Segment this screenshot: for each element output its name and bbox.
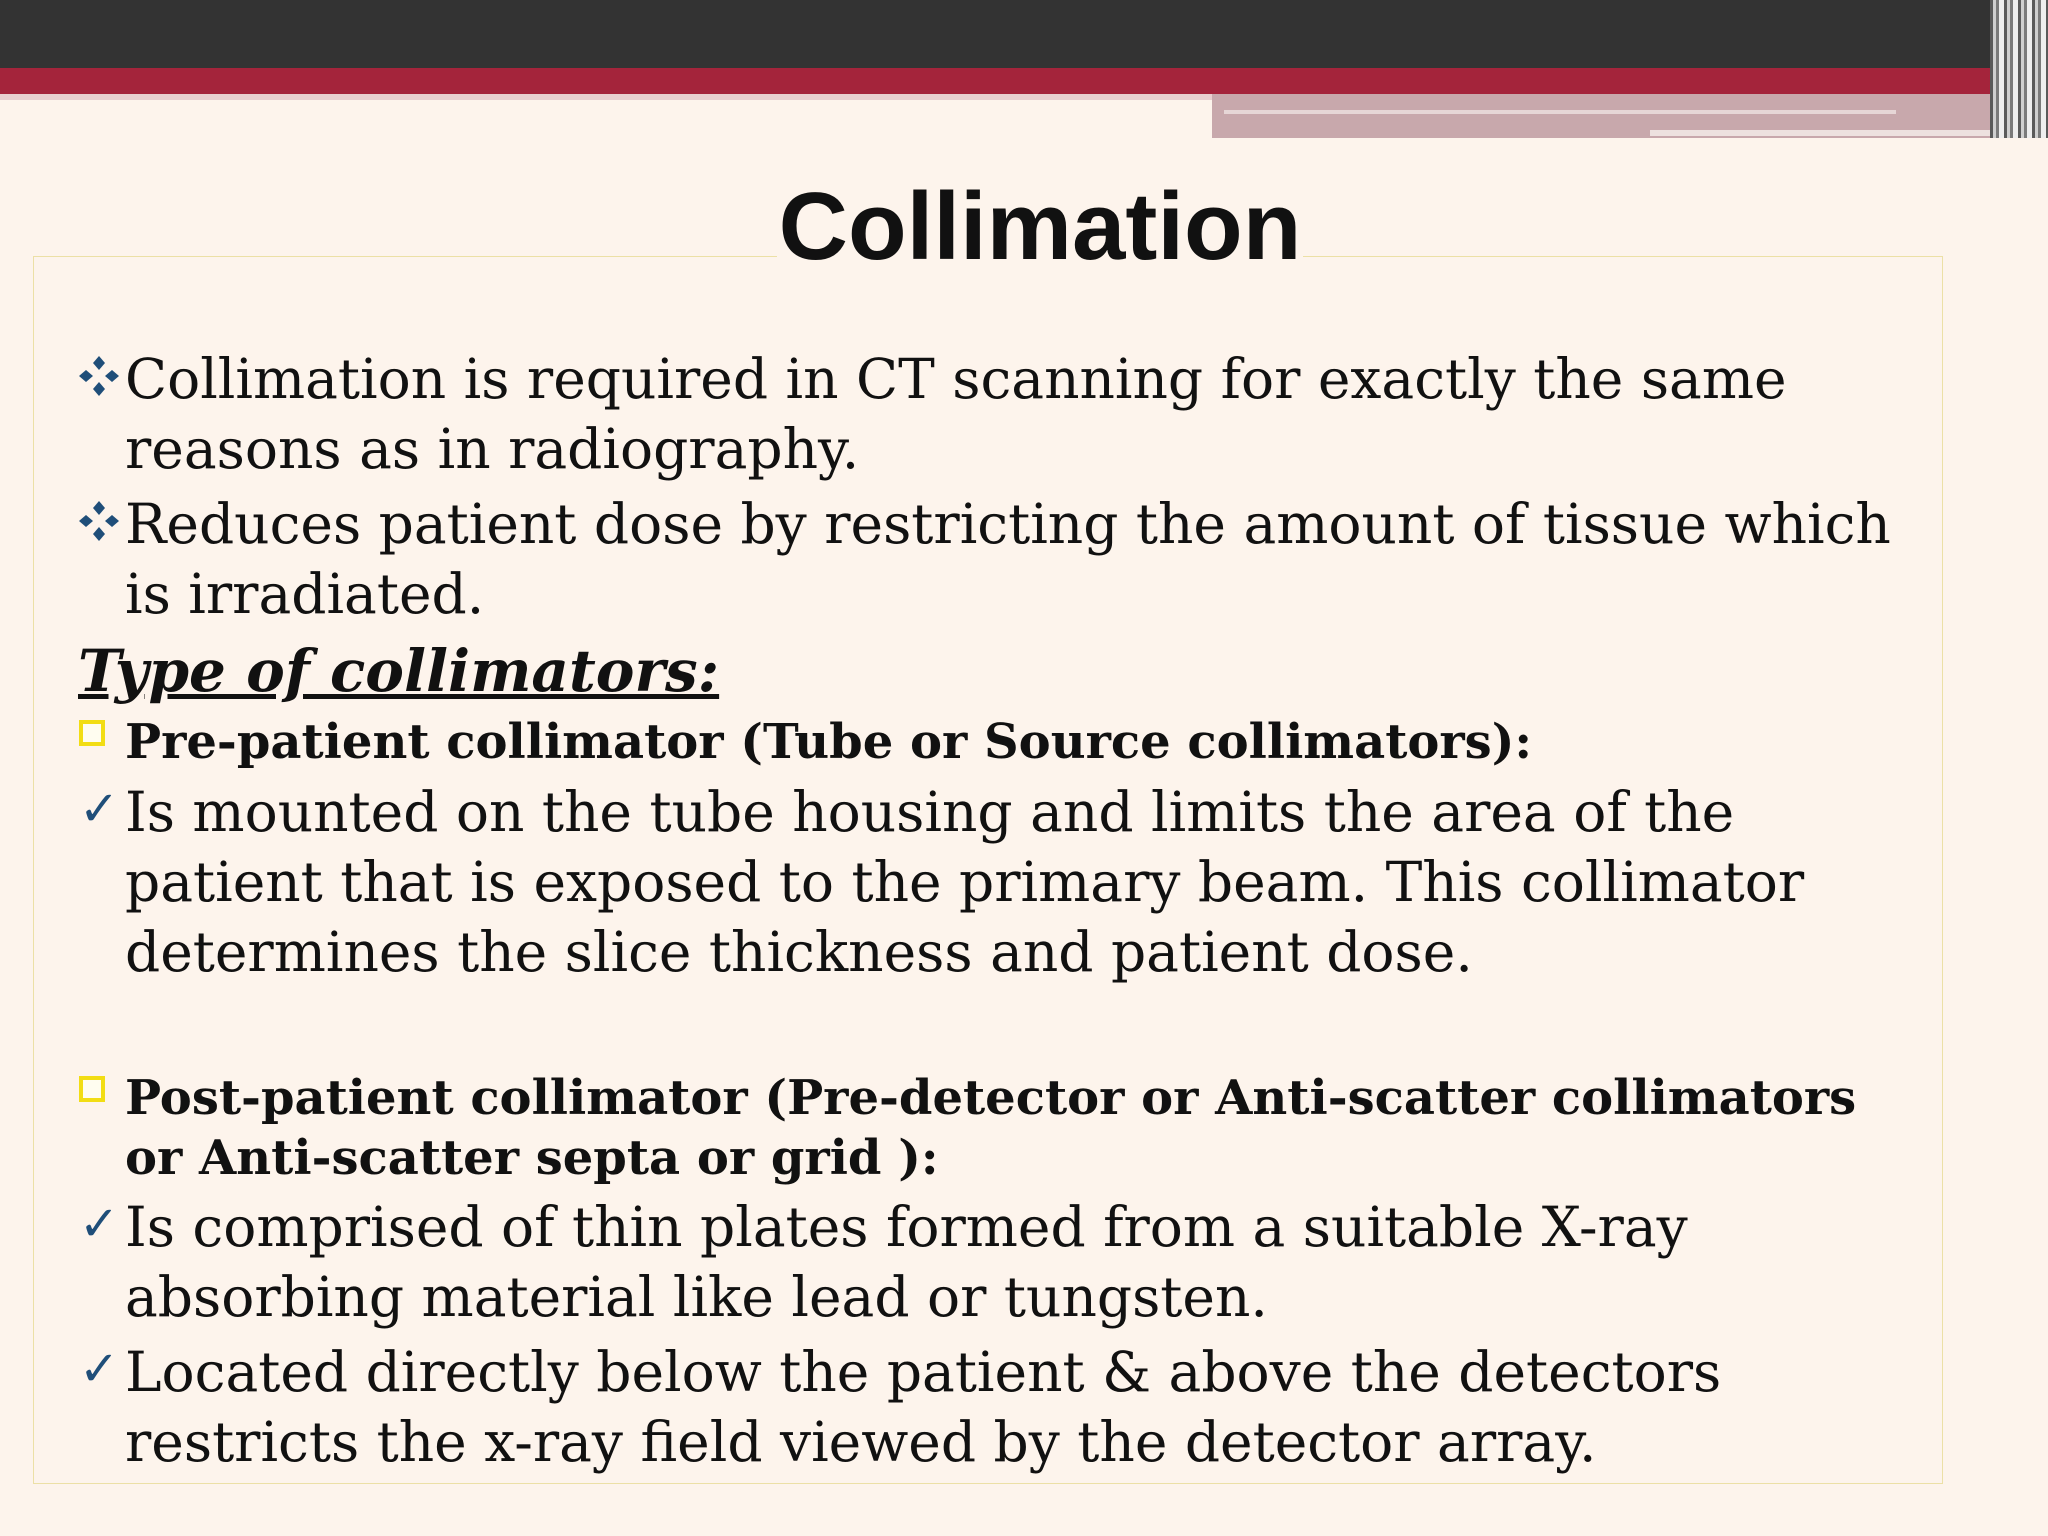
header-highlight-line xyxy=(1224,110,1896,114)
bullet-text: Reduces patient dose by restricting the amount of tissue which is irradiated. xyxy=(125,492,1891,626)
slide-title-text: Collimation xyxy=(778,173,1302,280)
pre-patient-heading-text: Pre-patient collimator (Tube or Source collimators): xyxy=(125,714,1533,770)
header-highlight-line xyxy=(1650,130,2048,136)
check-mark-icon: ✓ xyxy=(79,781,120,837)
hollow-square-icon xyxy=(79,1076,105,1102)
bullet-item xyxy=(125,344,1925,484)
check-item xyxy=(79,1192,1925,1332)
header-red-shadow xyxy=(0,94,1212,100)
pre-patient-heading xyxy=(125,712,1925,772)
header-vertical-stripes xyxy=(1990,0,2048,138)
four-diamond-icon xyxy=(77,499,121,543)
slide-title xyxy=(0,172,2048,282)
post-patient-heading-text: Post-patient collimator (Pre-detector or Anti-scatter collimators or Anti-scatter septa or grid ): xyxy=(125,1070,1857,1186)
bullet-item xyxy=(125,489,1925,629)
check-item-text: Is comprised of thin plates formed from a suitable X-ray absorbing material like lead or tungsten. xyxy=(125,1195,1688,1329)
bullet-text: Collimation is required in CT scanning for exactly the same reasons as in radiography. xyxy=(125,347,1787,481)
hollow-square-icon xyxy=(79,720,105,746)
check-mark-icon: ✓ xyxy=(79,1341,120,1397)
four-diamond-icon xyxy=(77,354,121,398)
header-red-band xyxy=(0,68,2048,94)
check-item-text: Is mounted on the tube housing and limits the area of the patient that is exposed to the primary beam. This collimator determines the slice thickness and patient dose. xyxy=(125,780,1805,984)
check-item xyxy=(79,777,1925,987)
check-mark-icon: ✓ xyxy=(79,1196,120,1252)
header-dark-bar xyxy=(0,0,2048,68)
section-heading: Type of collimators: xyxy=(78,637,720,705)
check-item xyxy=(79,1337,1925,1477)
check-item-text: Located directly below the patient & above the detectors restricts the x-ray field viewed by the detector array. xyxy=(125,1340,1722,1474)
